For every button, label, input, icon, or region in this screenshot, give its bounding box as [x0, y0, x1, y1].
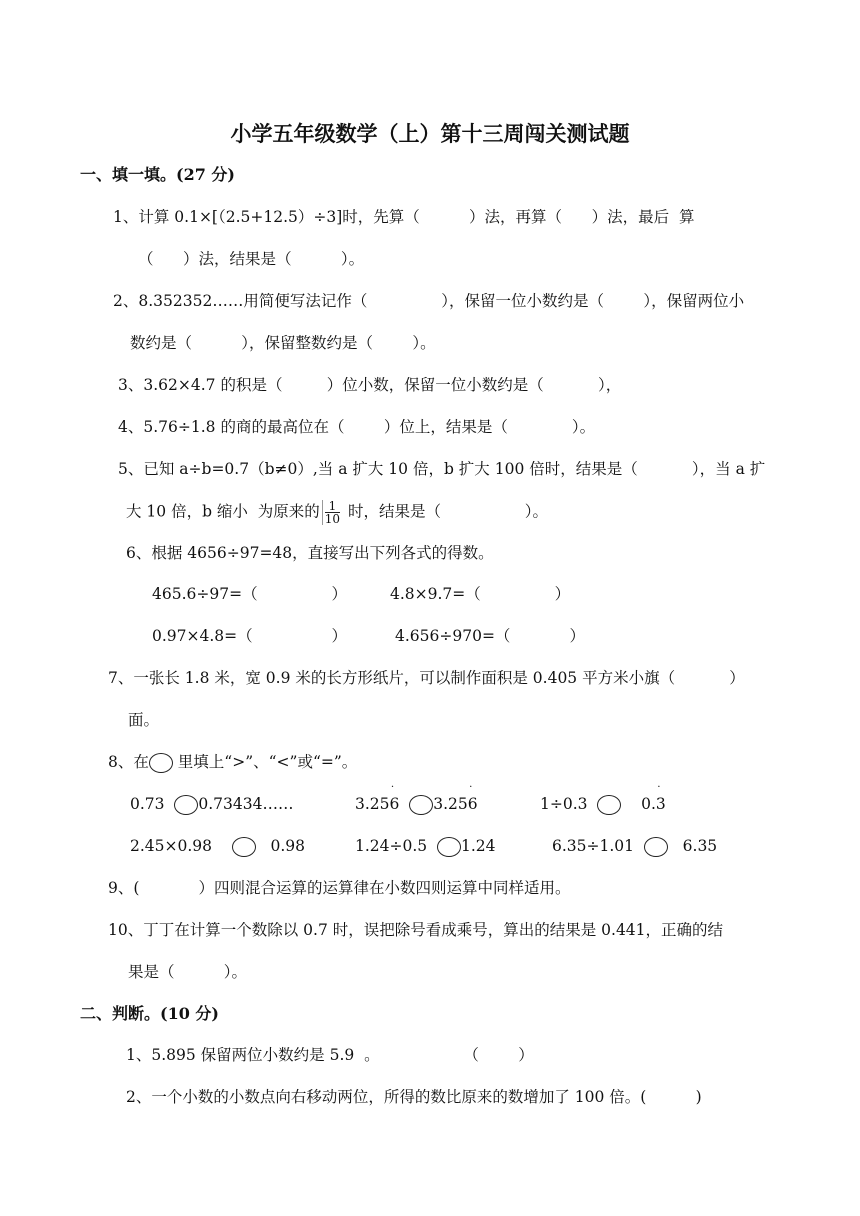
fraction-denominator: 10 [324, 512, 341, 526]
q6-item-2: 4.8×9.7=（ ） [390, 585, 571, 603]
judge-q2: 2、一个小数的小数点向右移动两位，所得的数比原来的数增加了 100 倍。( ) [126, 1088, 702, 1106]
q6-item-4: 4.656÷970=（ ） [395, 627, 586, 645]
repeating-digit: ˙ 6 [467, 784, 478, 813]
q1-line2: （ ）法，结果是（ ）。 [138, 250, 365, 268]
compare-right: 6.35 [682, 837, 718, 855]
q8-r1-c2 [355, 784, 478, 815]
compare-circle[interactable] [597, 795, 621, 815]
q8-r1-c1 [130, 793, 293, 815]
compare-circle[interactable] [437, 837, 461, 857]
q8-r2-c3 [552, 835, 717, 857]
q9-line: 9、( ）四则混合运算的运算律在小数四则运算中同样适用。 [108, 879, 571, 897]
compare-circle[interactable] [232, 837, 256, 857]
compare-left: 2.45×0.98 [130, 837, 213, 855]
compare-right: 1.24 [461, 837, 496, 855]
q6-intro: 6、根据 4656÷97=48，直接写出下列各式的得数。 [126, 544, 494, 562]
repeating-digit: ˙ 6 [389, 784, 400, 813]
q3-line: 3、3.62×4.7 的积是（ ）位小数，保留一位小数约是（ ）， [118, 376, 622, 394]
q5-line1: 5、已知 a÷b=0.7（b≠0）,当 a 扩大 10 倍，b 扩大 100 倍时，结果是（ ），当 a 扩 [118, 460, 766, 478]
fraction-one-tenth [322, 500, 340, 525]
q8-r2-c1 [130, 835, 305, 857]
section2-heading: 二、判断。(10 分) [80, 1004, 219, 1023]
q2-line1: 2、8.352352……用简便写法记作（ ），保留一位小数约是（ ），保留两位小 [113, 292, 745, 310]
compare-right: 0. [641, 795, 656, 813]
q8-r1-c3 [540, 784, 666, 815]
q7-line2: 面。 [128, 711, 160, 729]
q7-line1: 7、一张长 1.8 米，宽 0.9 米的长方形纸片，可以制作面积是 0.405 平方米小旗（ ） [108, 669, 745, 687]
judge-q1: 1、5.895 保留两位小数约是 5.9 。 （ ） [126, 1046, 534, 1064]
q5-line2-pre: 大 10 倍，b 缩小 为原来的 [126, 502, 320, 521]
q4-line: 4、5.76÷1.8 的商的最高位在（ ）位上，结果是（ ）。 [118, 418, 596, 436]
q1-line1: 1、计算 0.1×[（2.5+12.5）÷3]时，先算（ ）法，再算（ ）法，最后 算 [113, 208, 695, 226]
repeating-dot: ˙ [467, 784, 474, 798]
compare-left: 6.35÷1.01 [552, 837, 635, 855]
compare-left: 0.73 [130, 795, 165, 813]
q5-line2-post: 时，结果是（ ）。 [343, 502, 548, 521]
compare-right: 3.25 [433, 795, 468, 813]
q10-line1: 10、丁丁在计算一个数除以 0.7 时，误把除号看成乘号，算出的结果是 0.441，正确的结 [108, 921, 724, 939]
compare-right: 0.73434…… [198, 795, 294, 813]
repeating-dot: ˙ [389, 784, 396, 798]
q8-intro-post: 里填上“>”、“<”或“=”。 [172, 753, 358, 771]
q8-intro-pre: 8、在 [108, 753, 149, 771]
compare-circle[interactable] [174, 795, 198, 815]
fraction-numerator: 1 [325, 500, 340, 513]
section1-heading: 一、填一填。(27 分) [80, 165, 235, 184]
page-title: 小学五年级数学（上）第十三周闯关测试题 [230, 121, 630, 146]
compare-left: 1÷0.3 [540, 795, 588, 813]
comparison-circle-sample [149, 753, 173, 773]
compare-circle[interactable] [409, 795, 433, 815]
compare-circle[interactable] [644, 837, 668, 857]
q8-r2-c2 [355, 835, 496, 857]
compare-right: 0.98 [270, 837, 306, 855]
q5-line2 [126, 500, 548, 525]
compare-left: 1.24÷0.5 [355, 837, 428, 855]
compare-left: 3.25 [355, 795, 390, 813]
q10-line2: 果是（ ）。 [128, 963, 248, 981]
q8-intro [108, 751, 357, 773]
q6-item-1: 465.6÷97=（ ） [152, 585, 347, 603]
q6-item-3: 0.97×4.8=（ ） [152, 627, 347, 645]
q2-line2: 数约是（ ），保留整数约是（ ）。 [130, 334, 436, 352]
repeating-dot: ˙ [655, 784, 662, 798]
repeating-digit: ˙ 3 [655, 784, 666, 813]
